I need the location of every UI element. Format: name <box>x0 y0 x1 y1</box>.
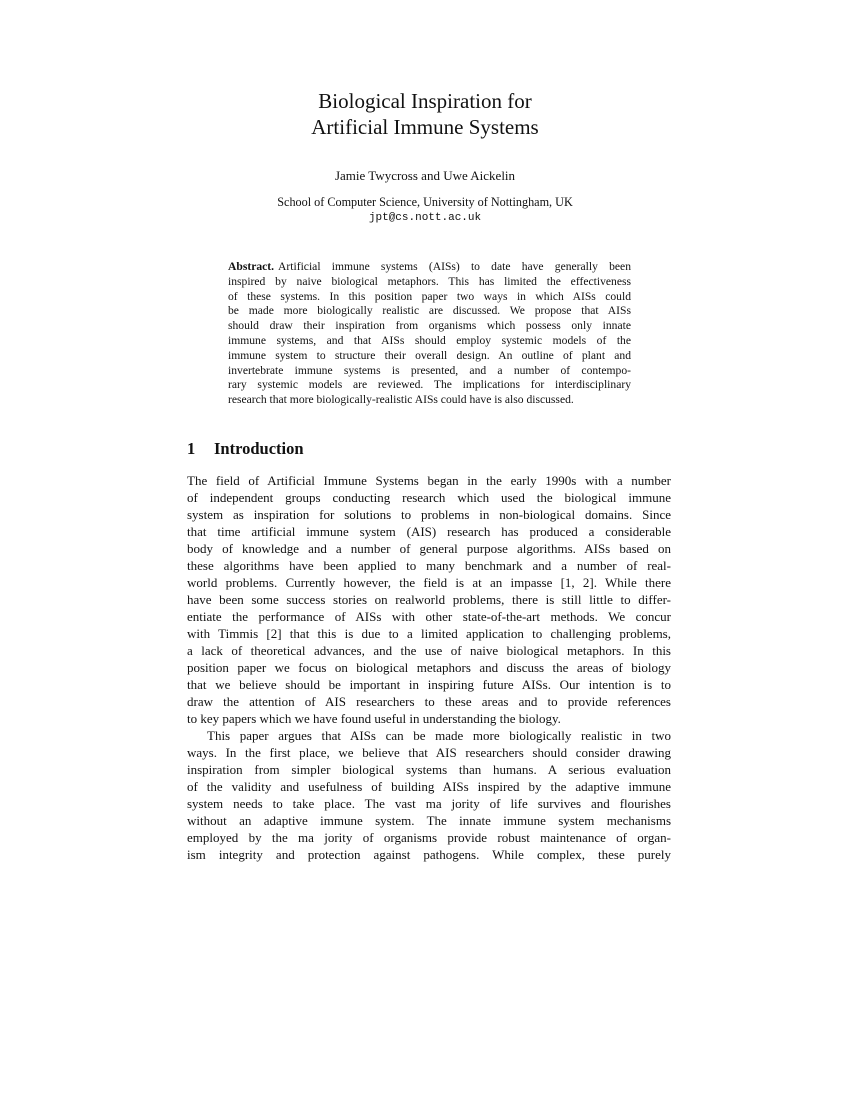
paragraph-2-line: without an adaptive immune system. The innate immune system mechanisms <box>187 813 671 828</box>
section-heading <box>187 438 304 460</box>
abstract-line: Abstract. Artificial immune systems (AISs) to date have generally been <box>228 260 631 273</box>
paragraph-2-line: system needs to take place. The vast ma jority of life survives and flourishes <box>187 796 671 811</box>
paragraph-1-line: position paper we focus on biological metaphors and discuss the areas of biology <box>187 660 671 675</box>
paragraph-1-line: entiate the performance of AISs with other state-of-the-art methods. We concur <box>187 609 671 624</box>
paragraph-1-line: that we believe should be important in inspiring future AISs. Our intention is to <box>187 677 671 692</box>
paragraph-1-line: body of knowledge and a number of general purpose algorithms. AISs based on <box>187 541 671 556</box>
abstract <box>228 260 631 408</box>
paragraph-1-line: these algorithms have been applied to many benchmark and a number of real- <box>187 558 671 573</box>
paragraph-1-line: of independent groups conducting research which used the biological immune <box>187 490 671 505</box>
paragraph-1-line: draw the attention of AIS researchers to these areas and to provide references <box>187 694 671 709</box>
abstract-line: research that more biologically-realistic AISs could have is also discussed. <box>228 393 574 407</box>
paragraph-1-line: to key papers which we have found useful in understanding the biology. <box>187 711 561 726</box>
abstract-line: of these systems. In this position paper two ways in which AISs could <box>228 289 631 303</box>
abstract-line: invertebrate immune systems is presented, and a number of contempo- <box>228 363 631 377</box>
paragraph-1-line: have been some success stories on realworld problems, there is still little to differ- <box>187 592 671 607</box>
paper-title <box>0 88 850 140</box>
paragraph-1-line: The field of Artificial Immune Systems began in the early 1990s with a number <box>187 473 671 488</box>
paragraph-1-line: a lack of theoretical advances, and the use of naive biological metaphors. In this <box>187 643 671 658</box>
paragraph-2-line: ways. In the first place, we believe that AIS researchers should consider drawing <box>187 745 671 760</box>
title-line-1: Biological Inspiration for <box>318 89 532 113</box>
paragraph-1-line: that time artificial immune system (AIS) research has produced a considerable <box>187 524 671 539</box>
paragraph-1-line: system as inspiration for solutions to problems in non-biological domains. Since <box>187 507 671 522</box>
paragraph-2-line: employed by the ma jority of organisms provide robust maintenance of organ- <box>187 830 671 845</box>
section-number: 1 <box>187 439 196 458</box>
abstract-line: inspired by naive biological metaphors. This has limited the effectiveness <box>228 274 631 288</box>
paragraph-2-line: of the validity and usefulness of building AISs inspired by the adaptive immune <box>187 779 671 794</box>
body-text <box>187 472 671 863</box>
abstract-line: immune system to structure their overall design. An outline of plant and <box>228 348 631 362</box>
affiliation: School of Computer Science, University of Nottingham, UK <box>277 195 573 209</box>
paragraph-1-line: world problems. Currently however, the field is at an impasse [1, 2]. While there <box>187 575 671 590</box>
abstract-line: should draw their inspiration from organisms which possess only innate <box>228 319 631 333</box>
title-line-2: Artificial Immune Systems <box>311 115 539 139</box>
paragraph-2-line: ism integrity and protection against pathogens. While complex, these purely <box>187 847 671 862</box>
abstract-label: Abstract. <box>228 260 275 273</box>
abstract-line: rary systemic models are reviewed. The implications for interdisciplinary <box>228 378 631 392</box>
authors: Jamie Twycross and Uwe Aickelin <box>334 168 516 183</box>
paragraph-2-line: inspiration from simpler biological systems than humans. A serious evaluation <box>187 762 671 777</box>
paragraph-2-line: This paper argues that AISs can be made more biologically realistic in two <box>207 728 671 743</box>
email: jpt@cs.nott.ac.uk <box>368 212 482 224</box>
section-title: Introduction <box>214 439 304 458</box>
paragraph-1-line: with Timmis [2] that this is due to a limited application to challenging problems, <box>187 626 671 641</box>
abstract-line: be made more biologically realistic are discussed. We propose that AISs <box>228 304 631 318</box>
abstract-line: immune systems, and that AISs should employ systemic models of the <box>228 333 631 347</box>
